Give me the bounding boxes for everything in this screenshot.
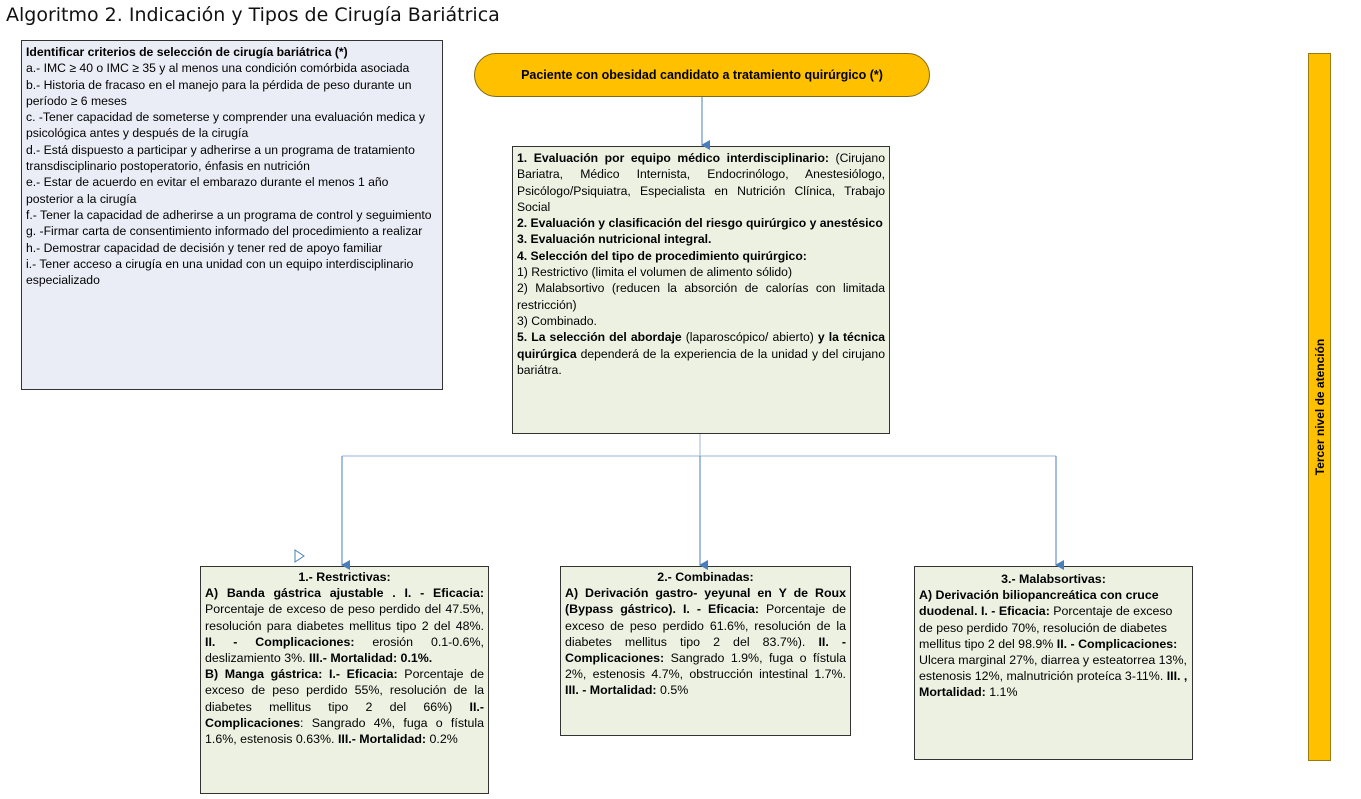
malabsorptive-mortality: 1.1% <box>985 685 1018 700</box>
restrictive-b-title: B) Manga gástrica <box>205 667 319 682</box>
criteria-item-d: d.- Está dispuesto a participar y adherirse a un programa de tratamiento transdisciplinario postoperatorio, énfasis en nutrición <box>26 142 415 174</box>
criteria-item-g: g. -Firmar carta de consentimiento informado del procedimiento a realizar <box>26 224 423 239</box>
criteria-item-i: i.- Tener acceso a cirugía en una unidad con un equipo interdisciplinario especializado <box>26 256 414 288</box>
eval-step-5-d: dependerá de la experiencia de la unidad y del cirujano bariátra. <box>517 346 885 377</box>
combined-heading: 2.- Combinadas: <box>657 570 754 584</box>
criteria-item-f: f.- Tener la capacidad de adherirse a un programa de control y seguimiento <box>26 207 432 222</box>
care-level-label: Tercer nivel de atención <box>1312 338 1327 476</box>
eval-step-3: 3. Evaluación nutricional integral. <box>517 232 712 247</box>
restrictive-a-mortality: III.- Mortalidad: 0.1%. <box>309 651 433 666</box>
eval-step-4: 4. Selección del tipo de procedimiento quirúrgico: <box>517 248 807 263</box>
patient-candidate-label: Paciente con obesidad candidato a tratamiento quirúrgico (*) <box>521 67 883 82</box>
small-arrowhead-marker <box>295 550 304 562</box>
criteria-title: Identificar criterios de selección de cirugía bariátrica (*) <box>26 45 348 59</box>
malabsorptive-text: Porcentaje de exceso de peso perdido 70%, resolución de diabetes mellitus tipo 2 del 98.9% <box>919 604 1173 651</box>
criteria-item-h: h.- Demostrar capacidad de decisión y tener red de apoyo familiar <box>26 240 383 255</box>
criteria-item-a: a.- IMC ≥ 40 o IMC ≥ 35 y al menos una condición comórbida asociada <box>26 61 410 76</box>
restrictive-b-efficacy-label: : I.- Eficacia: <box>318 667 398 682</box>
eval-step-1-title: 1. Evaluación por equipo médico interdisciplinario: <box>517 151 829 165</box>
restrictive-b-complications-label: II.- Complicaciones <box>205 699 484 730</box>
criteria-item-b: b.- Historia de fracaso en el manejo para la pérdida de peso durante un período ≥ 6 meses <box>26 77 412 108</box>
restrictive-b-mortality: 0.2% <box>426 732 458 747</box>
restrictive-a-complications-label: II. - Complicaciones: <box>205 634 355 649</box>
eval-option-combined: 3) Combinado. <box>517 313 597 328</box>
eval-step-5-b: (laparoscópico/ abierto) <box>681 330 818 345</box>
criteria-item-c: c. -Tener capacidad de someterse y comprender una evaluación medica y psicológica antes y después de la cirugía <box>26 110 426 141</box>
malabsorptive-complications-label: II. - Complicaciones: <box>1056 636 1178 651</box>
malabsorptive-mortality-label: III. , Mortalidad: <box>919 669 1188 700</box>
restrictive-a-text: Porcentaje de exceso de peso perdido del 47.5%, resolución para diabetes mellitus tipo 2 del 48%. <box>205 602 484 633</box>
combined-text: Porcentaje de exceso de peso perdido 61.6%, resolución de la diabetes mellitus tipo 2 del 83.7%). <box>565 602 846 649</box>
combined-complications: Sangrado 1.9%, fuga o fístula 2%, estenosis 4.7%, obstrucción intestinal 1.7%. <box>565 651 846 682</box>
restrictive-a-title: A) Banda gástrica ajustable . I. - Eficacia: <box>205 586 484 601</box>
malabsorptive-heading: 3.- Malabsortivas: <box>1001 572 1106 586</box>
restrictive-b-complications: : Sangrado 4%, fuga o fístula 1.6%, estenosis 0.63%. <box>205 715 484 747</box>
eval-option-malabsorptive: 2) Malabsortivo (reducen la absorción de calorías con limitada restricción) <box>517 281 885 312</box>
eval-step-1-text: (Cirujano Bariatra, Médico Internista, Endocrinólogo, Anestesiólogo, Psicólogo/Psiquiatra, Especialista en Nutrición Clínica, Trabajo Social <box>517 151 885 214</box>
combined-complications-label: II. - Complicaciones: <box>565 634 846 666</box>
restrictive-b-mortality-label: III.- Mortalidad: <box>337 732 427 747</box>
eval-option-restrictive: 1) Restrictivo (limita el volumen de alimento sólido) <box>517 265 792 280</box>
eval-step-5-a: 5. La selección del abordaje <box>517 330 682 345</box>
combined-mortality: 0.5% <box>656 683 689 698</box>
malabsorptive-complications: Ulcera marginal 27%, diarrea y esteatorrea 13%, estenosis 12%, malnutrición proteíca 3-11%. <box>919 653 1187 684</box>
restrictive-heading: 1.- Restrictivas: <box>298 570 391 584</box>
restrictive-b-text: Porcentaje de exceso de peso perdido 55%, resolución de la diabetes mellitus tipo 2 del 66%) <box>205 667 484 714</box>
combined-mortality-label: III. - Mortalidad: <box>565 683 657 698</box>
criteria-item-e: e.- Estar de acuerdo en evitar el embarazo durante el menos 1 año posterior a la cirugía <box>26 175 389 206</box>
page-title: Algoritmo 2. Indicación y Tipos de Cirugía Bariátrica <box>6 4 500 26</box>
eval-step-2: 2. Evaluación y clasificación del riesgo quirúrgico y anestésico <box>517 216 883 231</box>
restrictive-a-complications: erosión 0.1-0.6%, deslizamiento 3%. <box>205 634 484 666</box>
eval-step-5-c: y la técnica quirúrgica <box>517 330 885 361</box>
combined-title: A) Derivación gastro- yeyunal en Y de Roux (Bypass gástrico). I. - Eficacia: <box>565 586 846 617</box>
malabsorptive-title: A) Derivación biliopancreática con cruce duodenal. I. - Eficacia: <box>919 588 1159 619</box>
